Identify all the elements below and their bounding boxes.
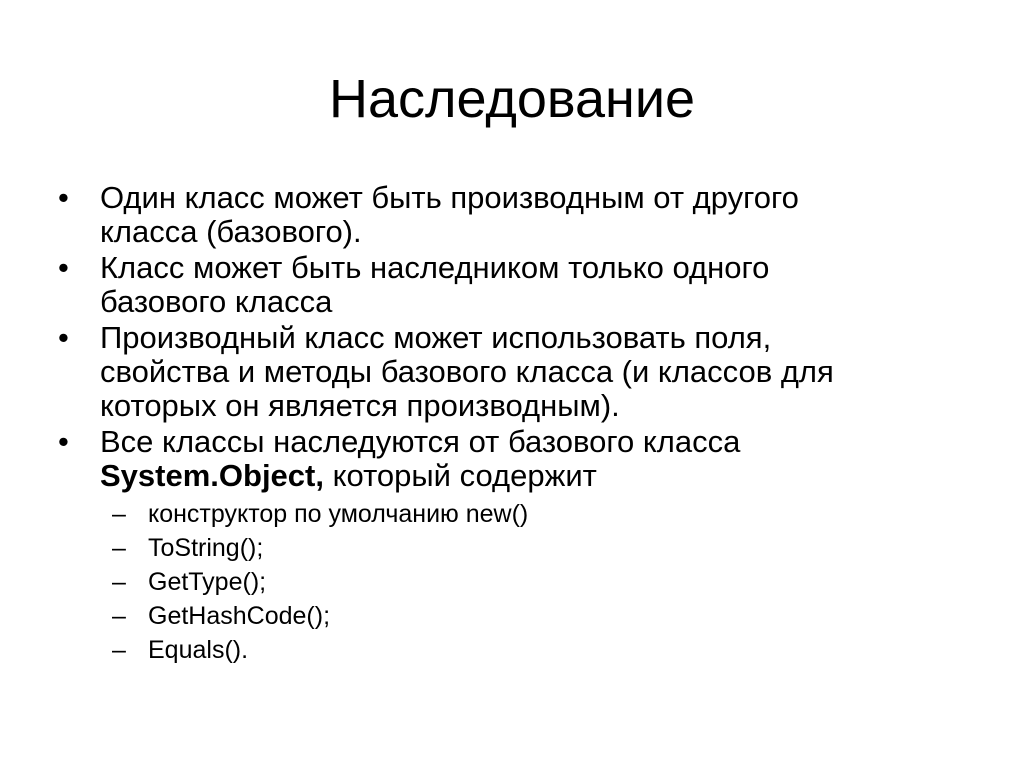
slide-title: Наследование [328,69,696,129]
sub-bullet-marker: – [112,534,126,562]
bullet-text [100,180,799,249]
bullet-item [58,425,958,667]
bullet-line: Класс может быть наследником только одного [100,250,770,285]
bullet-marker: • [58,180,69,215]
sub-bullet-marker: – [112,500,126,528]
system-object-term: System.Object, [100,458,324,493]
bullet-list [58,181,958,669]
sub-bullet-item [102,531,958,565]
sub-bullet-marker: – [112,568,126,596]
sub-bullet-text: конструктор по умолчанию new() [148,500,529,528]
bullet-line: свойства и методы базового класса (и классов для [100,354,834,389]
sub-bullet-text: Equals(). [148,636,249,664]
sub-bullet-text: GetHashCode(); [148,602,331,630]
bullet-item [58,251,958,319]
bullet-line-rest: который содержит [323,458,597,493]
bullet-line: Все классы наследуются от базового класса [100,424,741,459]
bullet-marker: • [58,320,69,355]
bullet-item [58,321,958,423]
sub-bullet-list [100,497,958,667]
sub-bullet-item [102,633,958,667]
sub-bullet-item [102,497,958,531]
sub-bullet-marker: – [112,602,126,630]
sub-bullet-item [102,565,958,599]
bullet-line: Один класс может быть производным от другого [100,180,799,215]
bullet-text [100,320,834,423]
bullet-text [100,424,740,493]
sub-bullet-item [102,599,958,633]
bullet-marker: • [58,250,69,285]
bullet-line: базового класса [100,284,333,319]
sub-bullet-text: ToString(); [148,534,264,562]
sub-bullet-marker: – [112,636,126,664]
bullet-line: которых он является производным). [100,388,620,423]
bullet-line: Производный класс может использовать поля, [100,320,772,355]
bullet-text [100,250,769,319]
bullet-line: класса (базового). [100,214,362,249]
bullet-marker: • [58,424,69,459]
sub-bullet-text: GetType(); [148,568,267,596]
bullet-item [58,181,958,249]
